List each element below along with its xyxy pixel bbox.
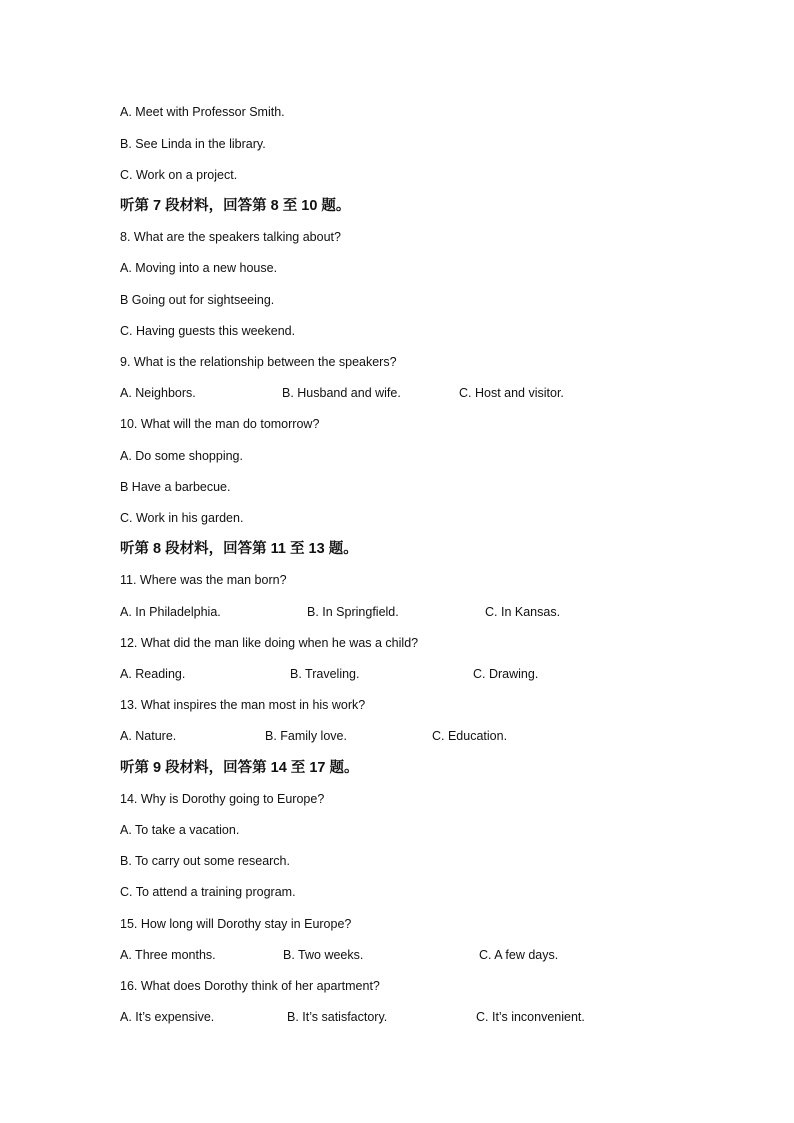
q10-option-b: B Have a barbecue. bbox=[120, 480, 231, 494]
q14-option-a: A. To take a vacation. bbox=[120, 823, 240, 837]
q12-option-c: C. Drawing. bbox=[473, 667, 539, 681]
q16-question: 16. What does Dorothy think of her apartment? bbox=[120, 979, 380, 993]
q16-option-c: C. It’s inconvenient. bbox=[476, 1010, 585, 1024]
q10-option-a: A. Do some shopping. bbox=[120, 449, 243, 463]
q16-option-b: B. It’s satisfactory. bbox=[287, 1010, 388, 1024]
q8-option-b: B Going out for sightseeing. bbox=[120, 293, 275, 307]
q7-option-b: B. See Linda in the library. bbox=[120, 137, 266, 151]
q11-option-c: C. In Kansas. bbox=[485, 605, 561, 619]
q12-option-a: A. Reading. bbox=[120, 667, 186, 681]
q7-option-a: A. Meet with Professor Smith. bbox=[120, 105, 285, 119]
q13-option-a: A. Nature. bbox=[120, 729, 177, 743]
q15-option-a: A. Three months. bbox=[120, 948, 216, 962]
q15-option-b: B. Two weeks. bbox=[283, 948, 364, 962]
q12-question: 12. What did the man like doing when he was a child? bbox=[120, 636, 419, 650]
q15-option-c: C. A few days. bbox=[479, 948, 559, 962]
q11-question: 11. Where was the man born? bbox=[120, 573, 287, 587]
q7-option-c: C. Work on a project. bbox=[120, 168, 238, 182]
q14-option-c: C. To attend a training program. bbox=[120, 885, 296, 899]
q8-question: 8. What are the speakers talking about? bbox=[120, 230, 341, 244]
q16-option-a: A. It’s expensive. bbox=[120, 1010, 215, 1024]
q11-option-b: B. In Springfield. bbox=[307, 605, 399, 619]
q10-option-c: C. Work in his garden. bbox=[120, 511, 244, 525]
q9-option-a: A. Neighbors. bbox=[120, 386, 196, 400]
q15-question: 15. How long will Dorothy stay in Europe? bbox=[120, 917, 352, 931]
q14-option-b: B. To carry out some research. bbox=[120, 854, 290, 868]
section-8-heading: 听第 8 段材料，回答第 11 至 13 题。 bbox=[120, 541, 358, 557]
q11-option-a: A. In Philadelphia. bbox=[120, 605, 221, 619]
q9-question: 9. What is the relationship between the speakers? bbox=[120, 355, 397, 369]
q13-question: 13. What inspires the man most in his work? bbox=[120, 698, 366, 712]
q13-option-b: B. Family love. bbox=[265, 729, 347, 743]
section-7-heading: 听第 7 段材料，回答第 8 至 10 题。 bbox=[120, 198, 351, 214]
q10-question: 10. What will the man do tomorrow? bbox=[120, 417, 320, 431]
section-9-heading: 听第 9 段材料，回答第 14 至 17 题。 bbox=[120, 760, 359, 776]
q8-option-a: A. Moving into a new house. bbox=[120, 261, 278, 275]
q13-option-c: C. Education. bbox=[432, 729, 508, 743]
q12-option-b: B. Traveling. bbox=[290, 667, 360, 681]
q9-option-c: C. Host and visitor. bbox=[459, 386, 564, 400]
q8-option-c: C. Having guests this weekend. bbox=[120, 324, 296, 338]
q14-question: 14. Why is Dorothy going to Europe? bbox=[120, 792, 325, 806]
q9-option-b: B. Husband and wife. bbox=[282, 386, 401, 400]
